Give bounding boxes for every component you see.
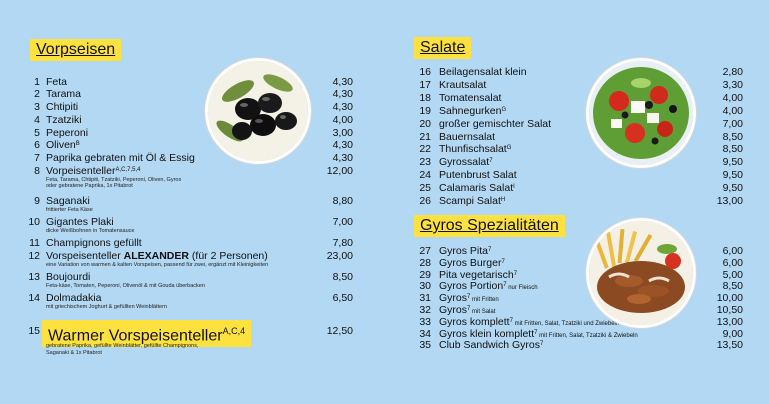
item-price: 10,50 [716, 304, 743, 316]
allergen-code: 7 [513, 270, 518, 277]
item-name [46, 114, 82, 126]
item-note: mit Fritten, Salat, Tzatziki und Zwiebeln [512, 320, 620, 327]
item-name [439, 118, 551, 130]
olives-photo [205, 58, 311, 164]
item-price: 9,50 [722, 156, 743, 169]
item-name [46, 127, 88, 139]
item-price: 8,50 [722, 130, 743, 143]
item-name-text: großer gemischter Salat [439, 117, 552, 130]
item-name-text: Champignons gefüllt [46, 237, 142, 249]
item-name [439, 245, 491, 257]
allergen-code: 7 [489, 158, 493, 165]
item-number: 23 [419, 156, 431, 169]
item-name-text: Gyros Pita [439, 245, 489, 257]
item-price: 5,00 [722, 268, 743, 281]
item-name-text: Tomatensalat [439, 91, 502, 104]
item-description: mit griechischem Joghurt & gefüllten Weinblättern [46, 304, 167, 310]
allergen-code: A,C,7,5,4 [115, 167, 141, 173]
item-price: 4,00 [332, 114, 353, 126]
item-price: 4,00 [722, 91, 743, 104]
item-price: 10,00 [716, 292, 743, 305]
item-price: 8,50 [722, 280, 743, 293]
salad-photo [586, 58, 696, 168]
warm-plate-number: 15 [28, 325, 40, 337]
warm-plate-desc-1: gebratene Paprika, gefüllte Weinblätter, gefüllte Champignons, [46, 343, 199, 349]
item-price: 6,00 [722, 245, 743, 257]
item-name-text: Calamaris Salat [439, 182, 514, 195]
item-name [46, 216, 114, 228]
item-price: 13,00 [716, 195, 743, 207]
item-number: 2 [34, 88, 40, 100]
item-number: 16 [419, 66, 431, 78]
item-name-text: Vorpeisenteller [46, 165, 116, 177]
item-price: 4,30 [332, 88, 353, 100]
item-number: 1 [34, 76, 40, 88]
item-name [439, 195, 505, 207]
item-price: 6,50 [332, 292, 353, 304]
item-name-text: Chtipiti [46, 101, 79, 113]
item-price: 23,00 [326, 250, 353, 262]
item-price: 8,50 [332, 271, 353, 283]
item-name [439, 269, 517, 281]
item-number: 4 [34, 114, 40, 126]
item-price: 3,30 [722, 78, 743, 91]
allergen-code: B [75, 141, 80, 147]
item-note: mit Salat [470, 309, 496, 315]
allergen-code: 7 [539, 341, 544, 348]
item-name [439, 169, 517, 181]
item-name [46, 152, 195, 164]
item-name-text: Gyros [439, 304, 468, 316]
warm-plate-name: Warmer Vorspeisenteller [48, 327, 223, 345]
item-price: 12,00 [326, 165, 353, 177]
item-name-text: Gyros komplett [439, 315, 510, 328]
item-name [46, 271, 90, 283]
item-number: 17 [419, 78, 431, 91]
warm-plate-price: 12,50 [326, 325, 353, 337]
item-name-text: Pita vegetarisch [439, 268, 514, 281]
heading-vorspeisen: Vorpseisen [30, 39, 121, 61]
item-name [439, 92, 501, 104]
item-note: mit Fritten [470, 297, 499, 304]
item-name [439, 182, 515, 194]
item-description: frittierter Feta Käse [46, 207, 93, 213]
allergen-code: 7 [503, 282, 507, 289]
item-name-post: (für 2 Personen) [188, 250, 268, 262]
item-description: Feta-käse, Tomaten, Peperoni, Olivenöl & mit Gouda überbacken [46, 283, 205, 289]
item-number: 13 [28, 271, 40, 283]
item-name-text: Putenbrust Salat [439, 169, 517, 182]
item-price: 8,50 [722, 143, 743, 156]
item-price: 6,00 [722, 256, 743, 269]
item-price: 3,00 [332, 127, 353, 139]
item-name-text: Oliven [46, 139, 76, 151]
item-number: 5 [34, 127, 40, 139]
item-name-text: Peperoni [46, 127, 89, 139]
item-number: 6 [34, 139, 40, 151]
allergen-code: G [506, 145, 512, 152]
item-name-text: Tzatziki [46, 114, 82, 126]
item-name [439, 339, 543, 351]
item-number: 9 [34, 195, 40, 207]
item-note: nur Fleisch [506, 285, 538, 292]
item-name [46, 292, 101, 304]
item-price: 4,00 [722, 104, 743, 117]
item-description: Feta, Tarama, Chtipiti, Tzatziki, Peperoni, Oliven, Gyros [46, 177, 182, 183]
item-number: 19 [419, 104, 431, 117]
item-name [439, 143, 511, 155]
item-number: 30 [419, 280, 431, 293]
item-name-text: Paprika gebraten mit Öl & Essig [46, 152, 195, 164]
warm-plate-allergens: A,C,4 [222, 326, 246, 336]
allergen-code: 7 [534, 329, 538, 336]
item-name-text: Krautsalat [439, 78, 487, 91]
item-name-text: Gyros Portion [439, 280, 504, 293]
item-description: dicke Weißbohnen in Tomatensauce [46, 228, 135, 234]
item-name [439, 66, 527, 78]
item-number: 11 [29, 237, 40, 249]
item-name-text: Sahnegurken [439, 104, 502, 117]
heading-gyros: Gyros Spezialitäten [414, 215, 565, 237]
item-price: 9,50 [722, 169, 743, 182]
allergen-code: I [513, 184, 515, 191]
item-name [46, 88, 81, 100]
item-price: 9,50 [722, 182, 743, 195]
item-number: 14 [28, 292, 40, 304]
item-name [439, 79, 486, 91]
gyros-photo [586, 218, 696, 328]
item-price: 2,80 [722, 66, 743, 78]
item-price: 13,00 [716, 315, 743, 328]
allergen-code: 7 [488, 247, 492, 253]
item-number: 22 [419, 143, 431, 156]
heading-salate: Salate [414, 37, 471, 59]
item-name [46, 237, 142, 249]
allergen-code: 7 [501, 258, 505, 265]
item-number: 3 [34, 101, 40, 113]
item-price: 7,00 [332, 216, 353, 228]
allergen-code: G [501, 106, 507, 113]
item-name [46, 101, 78, 113]
item-number: 8 [34, 165, 40, 177]
item-number: 12 [28, 250, 40, 262]
item-name [439, 105, 506, 117]
item-name [46, 76, 67, 88]
item-name-text: Gyros klein komplett [439, 327, 535, 340]
allergen-code: 7 [467, 306, 471, 312]
item-number: 25 [419, 182, 431, 195]
item-name-text: Club Sandwich Gyros [439, 339, 540, 352]
item-name-text: Bauernsalat [439, 130, 496, 143]
item-name-text: Scampi Salat [439, 195, 501, 207]
item-price: 13,50 [716, 339, 743, 352]
item-name-text: Feta [46, 76, 68, 88]
item-name [46, 139, 80, 151]
item-number: 10 [28, 216, 40, 228]
item-number: 20 [419, 117, 431, 130]
item-name [439, 156, 493, 168]
item-name-text: Dolmadakia [46, 292, 102, 304]
item-name [439, 131, 495, 143]
item-price: 4,30 [332, 152, 353, 164]
item-price: 8,80 [332, 195, 353, 207]
item-name-text: Gyrossalat [439, 156, 490, 169]
item-price: 4,30 [332, 139, 353, 151]
item-price: 4,30 [332, 76, 353, 88]
item-price: 7,80 [332, 237, 353, 249]
item-name-text: Beilagensalat klein [439, 66, 527, 78]
item-name-text: Gigantes Plaki [46, 216, 114, 228]
allergen-code: 7 [509, 317, 513, 324]
item-name-text: Tarama [46, 88, 82, 100]
item-price: 9,00 [722, 327, 743, 340]
item-number: 32 [419, 304, 431, 316]
item-description: oder gebratene Paprika, 1x Pitabrot [46, 183, 133, 189]
item-price: 7,00 [722, 117, 743, 130]
item-note: mit Fritten, Salat, Tzatziki & Zwiebeln [537, 332, 638, 339]
item-number: 7 [34, 152, 40, 164]
item-name [46, 165, 140, 177]
item-name-text: Boujourdi [46, 271, 91, 283]
item-description: eine Variation von warmen & kalten Vorspeisen, passend für zwei, ergänzt mit Kleinigkeiten [46, 262, 269, 268]
item-name [46, 195, 90, 207]
allergen-code: 7 [467, 294, 471, 301]
item-number: 31 [419, 292, 431, 305]
item-name [439, 257, 505, 269]
item-price: 4,30 [332, 101, 353, 113]
allergen-code: H [500, 197, 506, 203]
item-number: 29 [419, 268, 431, 281]
item-name [46, 250, 268, 262]
item-number: 21 [419, 130, 431, 143]
item-number: 33 [419, 315, 431, 328]
item-number: 28 [419, 256, 431, 269]
item-number: 18 [419, 91, 431, 104]
item-name-bold: ALEXANDER [123, 250, 189, 262]
item-number: 27 [419, 245, 431, 257]
item-name-text: Saganaki [46, 195, 90, 207]
item-number: 26 [419, 195, 431, 207]
item-name-text: Gyros [439, 292, 468, 305]
item-number: 24 [419, 169, 431, 182]
item-number: 35 [419, 339, 431, 352]
item-name-text: Thunfischsalat [439, 143, 507, 156]
warm-plate-desc-2: Saganaki & 1x Pitabrot [46, 350, 102, 356]
item-name-text: Gyros Burger [439, 256, 502, 269]
item-number: 34 [419, 327, 431, 340]
item-name-pre: Vorspeisenteller [46, 250, 124, 262]
